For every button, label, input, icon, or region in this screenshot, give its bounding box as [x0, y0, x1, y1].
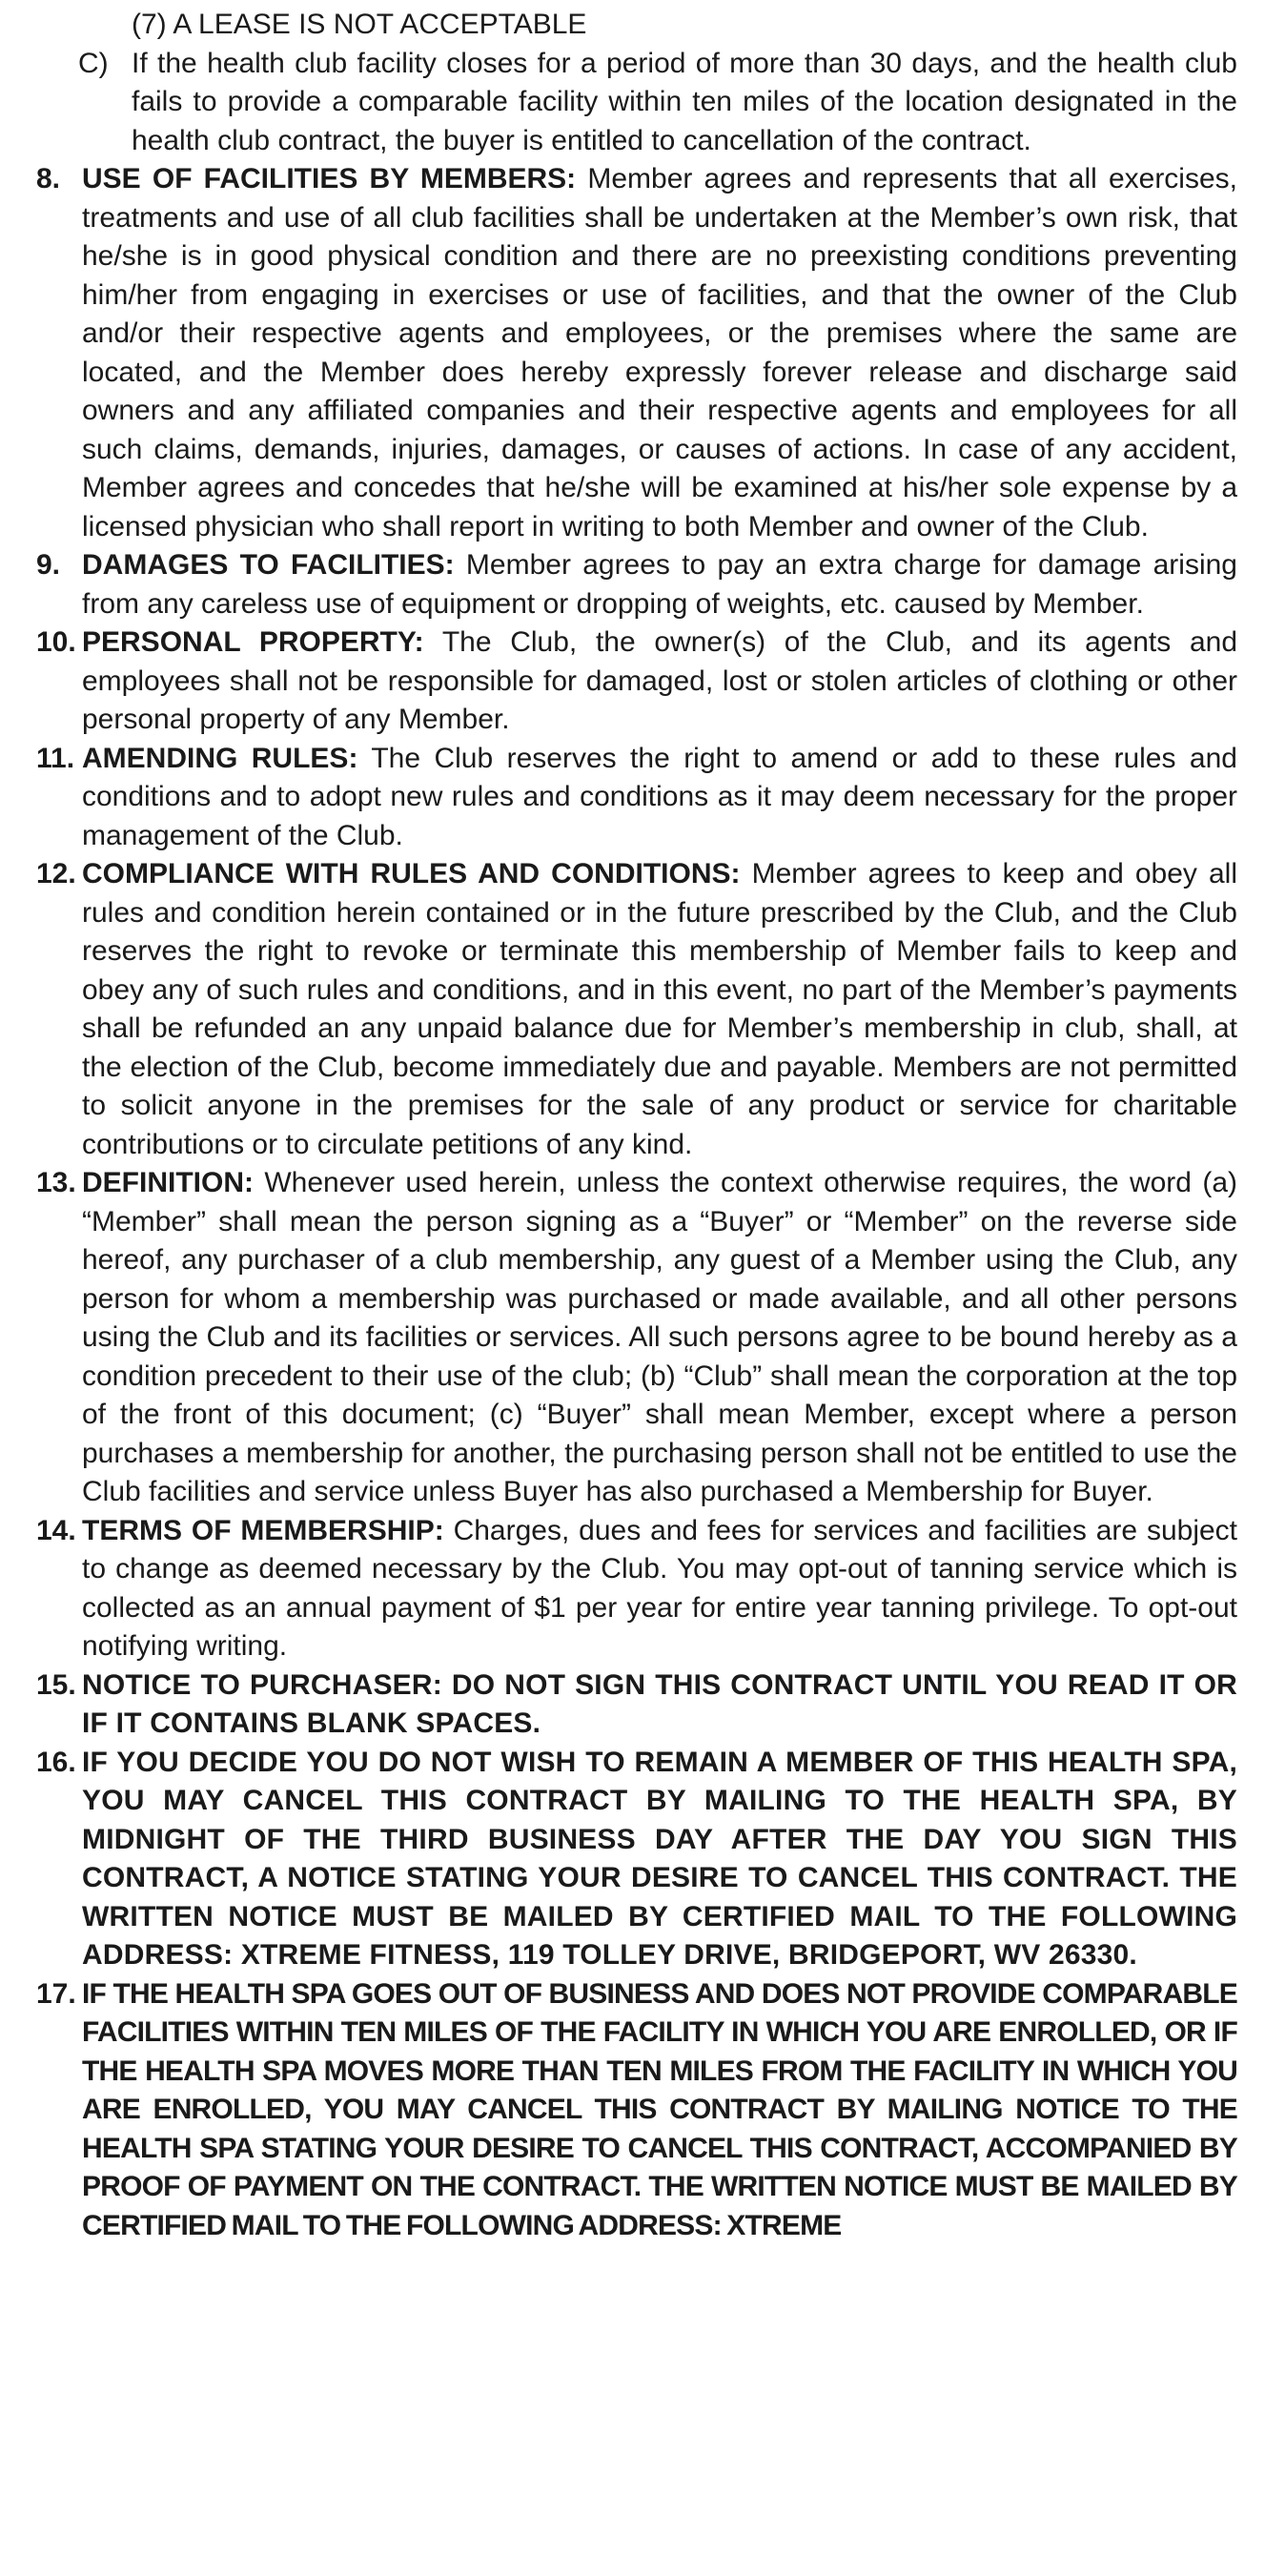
clause-c — [36, 45, 1237, 161]
clause-heading: USE OF FACILITIES BY MEMBERS: — [82, 163, 577, 194]
clause-16 — [36, 1744, 1237, 1975]
clause-8 — [36, 160, 1237, 546]
clause-number: 10. — [36, 626, 76, 658]
clause-number: 9. — [36, 549, 61, 581]
clause-body — [82, 624, 1237, 740]
clause-text: Charges, dues and fees for services and facilities are subject to change as deemed necessary by the Club. You may opt-out of tanning service which is collected as an annual payment of $1 per year for entire year tanning privilege. To opt-out notifying writing. — [82, 1514, 1238, 1662]
clause-number: 11. — [36, 742, 75, 774]
clause-9 — [36, 546, 1237, 624]
clause-number: 15. — [36, 1668, 76, 1701]
clause-number: 14. — [36, 1514, 76, 1546]
clause-text: Member agrees and represents that all exercises, treatments and use of all club facilities shall be undertaken at the Member’s own risk, that he/she is in good physical condition and there are no preexisting conditions preventing him/her from engaging in exercises or use of facilities, and that the owner of the Club and/or their respective agents and employees, or the premises where the same are located, and the Member does hereby expressly forever release and discharge said owners and any affiliated companies and their respective agents and employees for all such claims, demands, injuries, damages, or causes of actions. In case of any accident, Member agrees and concedes that he/she will be examined at his/her sole expense by a licensed physician who shall report in writing to both Member and owner of the Club. — [82, 163, 1237, 542]
clause-heading: AMENDING RULES: — [82, 742, 358, 774]
clause-text: Member agrees to keep and obey all rules and condition herein contained or in the future prescribed by the Club, and the Club reserves the right to revoke or terminate this membership of Member fails to keep and obey any of such rules and conditions, and in this event, no part of the Member’s payments shall be refunded an any unpaid balance due for Member’s membership in club, shall, at the election of the Club, become immediately due and payable. Members are not permitted to solicit anyone in the premises for the sale of any product or service for charitable contributions or to circulate petitions of any kind. — [82, 858, 1237, 1160]
clause-heading: COMPLIANCE WITH RULES AND CONDITIONS: — [82, 858, 741, 889]
clause-body — [82, 740, 1237, 856]
clause-number: 13. — [36, 1167, 76, 1198]
clause-12 — [36, 855, 1237, 1164]
clause-14 — [36, 1512, 1237, 1666]
clause-body — [82, 855, 1237, 1164]
clause-text: The Club, the owner(s) of the Club, and its agents and employees shall not be responsible for damaged, lost or stolen articles of clothing or other personal property of any Member. — [82, 626, 1237, 735]
clause-heading: PERSONAL PROPERTY: — [82, 626, 424, 658]
clause-heading: DEFINITION: — [82, 1167, 254, 1198]
clause-7-lease: (7) A LEASE IS NOT ACCEPTABLE — [132, 9, 587, 40]
clause-17 — [36, 1975, 1237, 2246]
clause-text: Member agrees to pay an extra charge for damage arising from any careless use of equipment or dropping of weights, etc. caused by Member. — [82, 549, 1237, 620]
clause-13 — [36, 1164, 1237, 1512]
clause-15 — [36, 1666, 1237, 1744]
clause-number: 8. — [36, 163, 61, 194]
clause-body — [82, 546, 1237, 624]
clause-body — [82, 1164, 1237, 1512]
clause-heading: DAMAGES TO FACILITIES: — [82, 549, 455, 581]
clause-text: Whenever used herein, unless the context otherwise requires, the word (a) “Member” shall mean the person signing as a “Buyer” or “Member” on the reverse side hereof, any purchaser of a club membership, any guest of a Member using the Club, any person for whom a membership was purchased or made available, and all other persons using the Club and its facilities or services. All such persons agree to be bound hereby as a condition precedent to their use of the club; (b) “Club” shall mean the corporation at the top of the front of this document; (c) “Buyer” shall mean Member, except where a person purchases a membership for another, the purchasing person shall not be entitled to use the Club facilities and service unless Buyer has also purchased a Membership for Buyer. — [82, 1167, 1237, 1507]
clause-number: 12. — [36, 858, 76, 889]
clause-11 — [36, 740, 1237, 856]
clause-number: 17. — [36, 1977, 76, 2010]
clause-text: NOTICE TO PURCHASER: DO NOT SIGN THIS CONTRACT UNTIL YOU READ IT OR IF IT CONTAINS BLANK SPACES. — [82, 1668, 1237, 1739]
clause-number: 16. — [36, 1746, 76, 1778]
clause-heading: TERMS OF MEMBERSHIP: — [82, 1514, 444, 1546]
clause-body — [82, 1512, 1237, 1666]
clause-text: IF THE HEALTH SPA GOES OUT OF BUSINESS AND DOES NOT PROVIDE COMPARABLE FACILITIES WITHIN TEN MILES OF THE FACILITY IN WHICH YOU ARE ENROLLED, OR IF THE HEALTH SPA MOVES MORE THAN TEN MILES FROM THE FACILITY IN WHICH YOU ARE ENROLLED, YOU MAY CANCEL THIS CONTRACT BY MAILING NOTICE TO THE HEALTH SPA STATING YOUR DESIRE TO CANCEL THIS CONTRACT, ACCOMPANIED BY PROOF OF PAYMENT ON THE CONTRACT. THE WRITTEN NOTICE MUST BE MAILED BY CERTIFIED MAIL TO THE FOLLOWING ADDRESS: XTREME — [82, 1977, 1237, 2241]
clause-c-text: If the health club facility closes for a period of more than 30 days, and the health club fails to provide a comparable facility within ten miles of the location designated in the health club contract, the buyer is entitled to cancellation of the contract. — [132, 47, 1237, 156]
clause-10 — [36, 624, 1237, 740]
clause-c-marker: C) — [78, 47, 109, 79]
clause-text: IF YOU DECIDE YOU DO NOT WISH TO REMAIN A MEMBER OF THIS HEALTH SPA, YOU MAY CANCEL THIS CONTRACT BY MAILING TO THE HEALTH SPA, BY MIDNIGHT OF THE THIRD BUSINESS DAY AFTER THE DAY YOU SIGN THIS CONTRACT, A NOTICE STATING YOUR DESIRE TO CANCEL THIS CONTRACT. THE WRITTEN NOTICE MUST BE MAILED BY CERTIFIED MAIL TO THE FOLLOWING ADDRESS: XTREME FITNESS, 119 TOLLEY DRIVE, BRIDGEPORT, WV 26330. — [82, 1746, 1237, 1971]
clause-text: The Club reserves the right to amend or add to these rules and conditions and to adopt new rules and conditions as it may deem necessary for the proper management of the Club. — [82, 742, 1237, 851]
clause-body — [82, 160, 1237, 546]
